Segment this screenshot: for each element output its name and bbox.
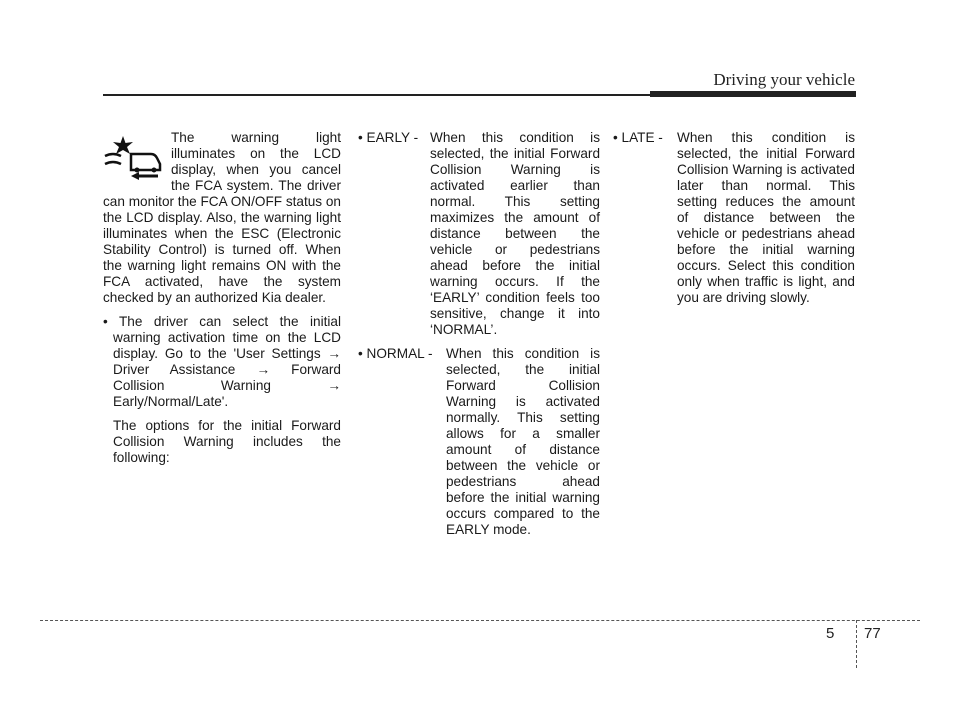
activation-time-bullet: • The driver can select the initial warning activation time on the LCD display. Go to the 'User Settings → Driver Assistance → Forward Collision Warning → Early/Normal/Late'. (103, 314, 341, 409)
header-accent-bar (650, 91, 856, 97)
warning-light-paragraph: The warning light illuminates on the LCD display, when you cancel the FCA system. The driver can monitor the FCA ON/OFF status on the LCD display. Also, the warning light illuminates when the ESC (Electronic Stability Control) is turned off. When the warning light remains ON with the FCA activated, have the system checked by an authorized Kia dealer. (103, 130, 341, 305)
footer-rule (40, 620, 920, 621)
fca-warning-icon (103, 134, 165, 182)
chapter-number: 5 (826, 625, 835, 642)
column-1 (103, 130, 341, 466)
header-title: Driving your vehicle (713, 70, 855, 89)
option-description: When this condition is selected, the initial Forward Collision Warning is activated later than normal. This setting reduces the amount of distance between the vehicle or pedestrians ahead before the initial warning occurs. Select this condition only when traffic is light, and you are driving slowly. (677, 130, 855, 305)
option-term: • NORMAL - (358, 346, 433, 361)
option-early (358, 130, 600, 338)
option-description: When this condition is selected, the initial Forward Collision Warning is activated earlier than normal. This setting maximizes the amount of distance between the vehicle or pedestrians ahead before the initial warning occurs. If the ‘EARLY’ condition feels too sensitive, change it into ‘NORMAL’. (430, 130, 600, 337)
option-description: When this condition is selected, the initial Forward Collision Warning is activated normally. This setting allows for a smaller amount of distance between the vehicle or pedestrians ahead before the initial warning occurs compared to the EARLY mode. (446, 346, 600, 537)
page-number: 77 (864, 625, 881, 642)
footer-divider (856, 620, 857, 668)
column-2 (358, 130, 600, 538)
column-3 (613, 130, 855, 306)
options-intro: The options for the initial Forward Collision Warning includes the following: (113, 418, 341, 465)
option-term: • EARLY - (358, 130, 419, 145)
option-late (613, 130, 855, 306)
option-normal (358, 346, 600, 538)
option-term: • LATE - (613, 130, 663, 145)
